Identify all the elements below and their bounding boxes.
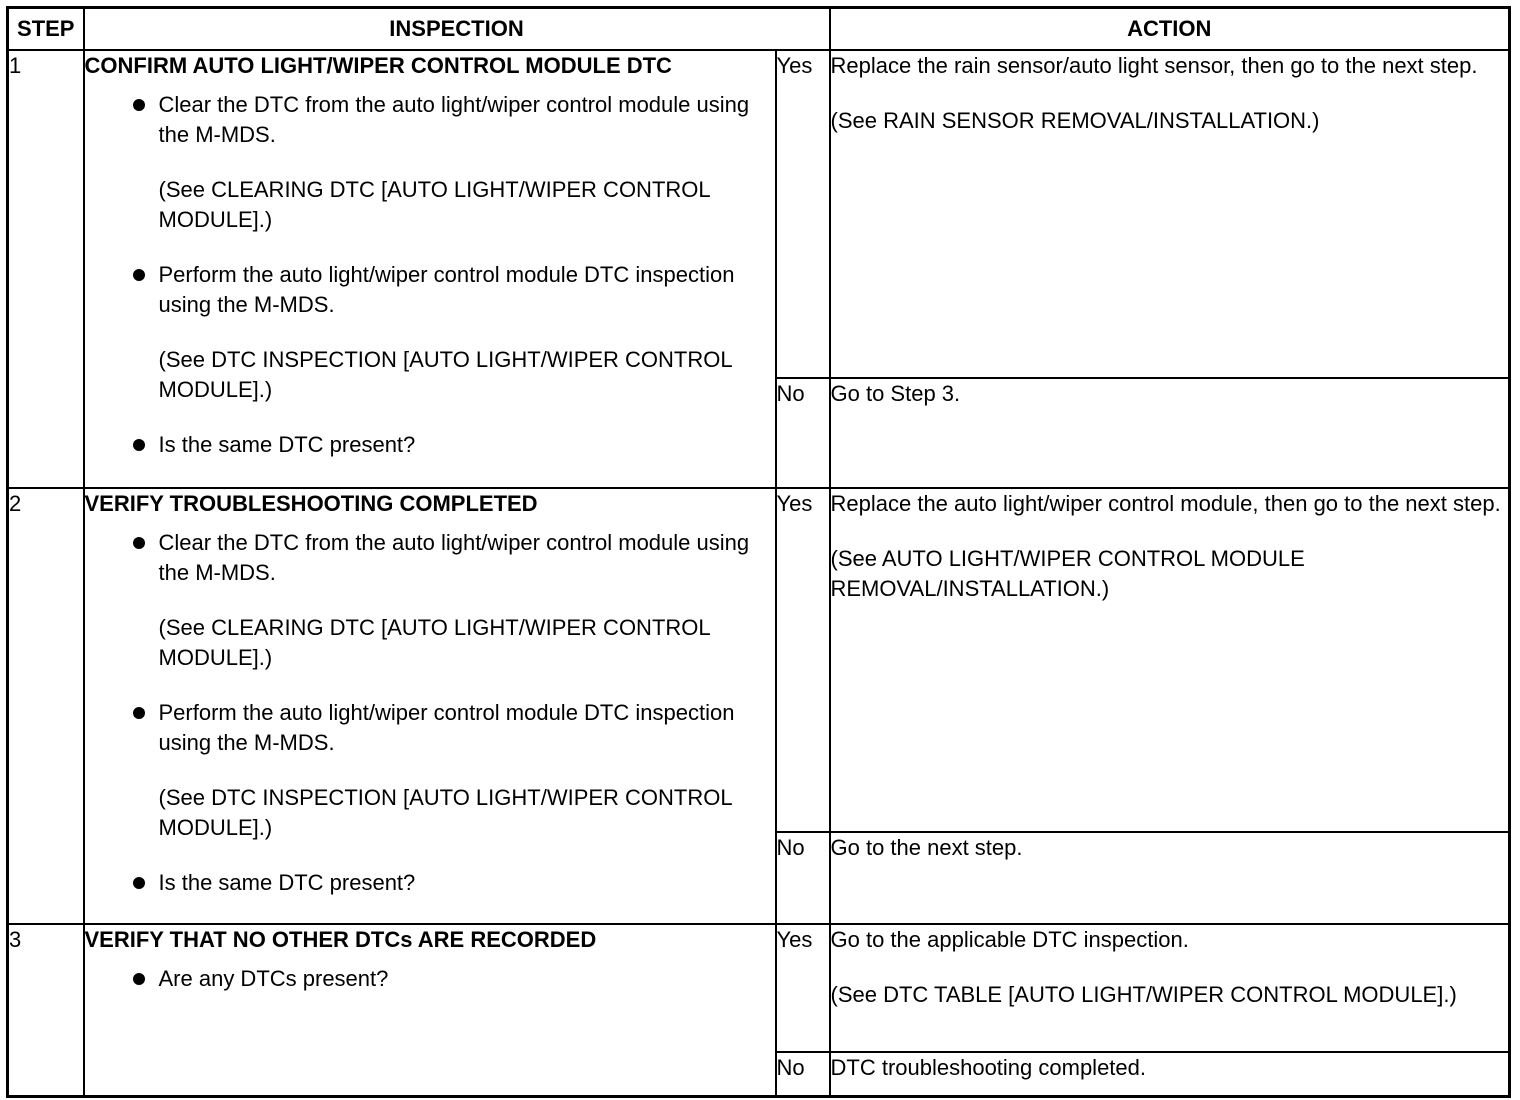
bullet-item	[133, 698, 775, 843]
step-number: 1	[8, 50, 84, 488]
bullet-text: Are any DTCs present?	[158, 966, 389, 991]
step-2-yes-row	[8, 488, 1510, 832]
step-3-yes-row	[8, 924, 1510, 1052]
bullet-text: Clear the DTC from the auto light/wiper control module using the M-MDS.	[158, 92, 750, 147]
no-label: No	[776, 378, 830, 488]
bullet-item	[133, 430, 775, 460]
yes-action	[830, 488, 1510, 832]
inspection-bullets	[85, 528, 775, 898]
action-text: Go to the applicable DTC inspection.	[830, 927, 1189, 952]
no-label: No	[776, 832, 830, 924]
bullet-text: Is the same DTC present?	[158, 432, 416, 457]
step-1-yes-row	[8, 50, 1510, 378]
step-title: CONFIRM AUTO LIGHT/WIPER CONTROL MODULE DTC	[84, 53, 672, 78]
action-text: Replace the auto light/wiper control module, then go to the next step.	[830, 491, 1501, 516]
yes-action	[830, 50, 1510, 378]
bullet-item	[133, 528, 775, 673]
yes-label: Yes	[776, 488, 830, 832]
action-text: Replace the rain sensor/auto light sensor, then go to the next step.	[830, 53, 1478, 78]
step-number: 2	[8, 488, 84, 924]
bullet-text: Is the same DTC present?	[158, 870, 416, 895]
header-step: STEP	[8, 8, 84, 51]
bullet-text: Clear the DTC from the auto light/wiper control module using the M-MDS.	[158, 530, 750, 585]
yes-label: Yes	[776, 50, 830, 378]
no-action: Go to Step 3.	[830, 378, 1510, 488]
step-title: VERIFY TROUBLESHOOTING COMPLETED	[84, 491, 538, 516]
troubleshooting-table	[6, 6, 1511, 1098]
see-reference: (See CLEARING DTC [AUTO LIGHT/WIPER CONTROL MODULE].)	[158, 615, 710, 670]
yes-action	[830, 924, 1510, 1052]
no-label: No	[776, 1052, 830, 1096]
no-action: Go to the next step.	[830, 832, 1510, 924]
bullet-item	[133, 964, 775, 994]
see-reference: (See RAIN SENSOR REMOVAL/INSTALLATION.)	[830, 108, 1320, 133]
step-number: 3	[8, 924, 84, 1096]
see-reference: (See CLEARING DTC [AUTO LIGHT/WIPER CONTROL MODULE].)	[158, 177, 710, 232]
step-inspection	[84, 50, 776, 488]
bullet-text: Perform the auto light/wiper control module DTC inspection using the M-MDS.	[158, 700, 735, 755]
step-inspection	[84, 924, 776, 1096]
no-action: DTC troubleshooting completed.	[830, 1052, 1510, 1096]
inspection-bullets	[85, 964, 775, 994]
header-inspection: INSPECTION	[84, 8, 830, 51]
header-row	[8, 8, 1510, 51]
see-reference: (See AUTO LIGHT/WIPER CONTROL MODULE REMOVAL/INSTALLATION.)	[830, 546, 1305, 601]
bullet-text: Perform the auto light/wiper control module DTC inspection using the M-MDS.	[158, 262, 735, 317]
inspection-bullets	[85, 90, 775, 460]
bullet-item	[133, 90, 775, 235]
step-inspection	[84, 488, 776, 924]
see-reference: (See DTC INSPECTION [AUTO LIGHT/WIPER CONTROL MODULE].)	[158, 347, 732, 402]
header-action: ACTION	[830, 8, 1510, 51]
bullet-item	[133, 868, 775, 898]
see-reference: (See DTC TABLE [AUTO LIGHT/WIPER CONTROL MODULE].)	[830, 982, 1457, 1007]
see-reference: (See DTC INSPECTION [AUTO LIGHT/WIPER CONTROL MODULE].)	[158, 785, 732, 840]
yes-label: Yes	[776, 924, 830, 1052]
step-title: VERIFY THAT NO OTHER DTCs ARE RECORDED	[84, 927, 597, 952]
bullet-item	[133, 260, 775, 405]
